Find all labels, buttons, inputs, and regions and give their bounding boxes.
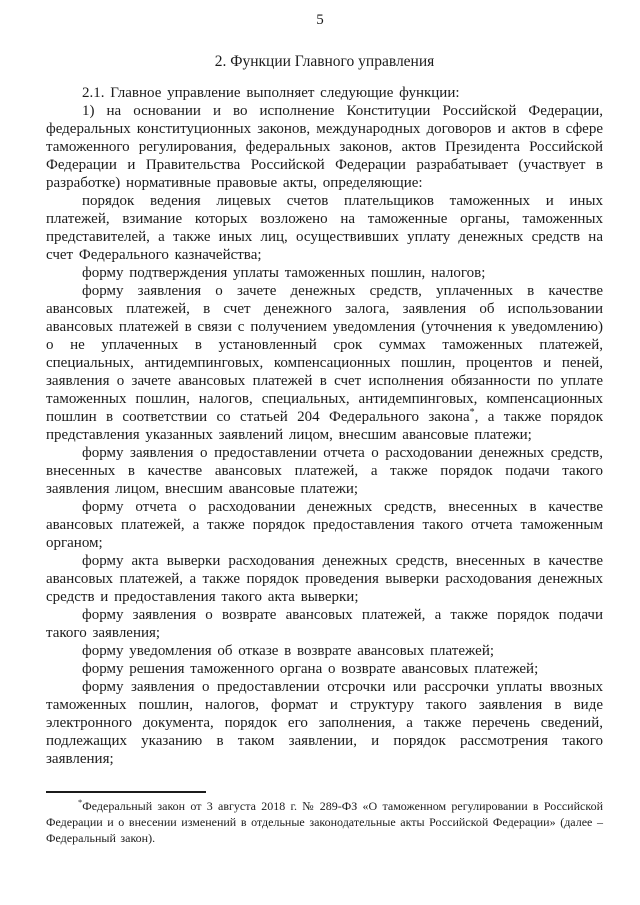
para-payment-confirmation-form: форму подтверждения уплаты таможенных пошлин, налогов; [82,265,486,281]
para-report-request-form: форму заявления о предоставлении отчета о расходовании денежных средств, внесенных в качестве авансовых платежей, а также порядок подачи такого заявления лицом, внесшим авансовые платежи; [46,445,603,497]
para-refund-refusal-notice-form: форму уведомления об отказе в возврате авансовых платежей; [82,643,495,659]
para-offset-text-pre: форму заявления о зачете денежных средств, уплаченных в качестве авансовых платежей, в счет денежного залога, заявления об использовании авансовых платежей в связи с получением уведомления (уточнения к уведомлению) о не уплаченных в установленный срок суммах таможенных платежей, специальных, антидемпинговых, компенсационных пошлин, процентов и пеней, заявления о зачете авансовых платежей в счет исполнения обязанности по уплате таможенных пошлин, налогов, специальных, антидемпинговых, компенсационных пошлин в соответствии со статьей 204 Федерального закона [46,283,603,425]
section-heading: 2. Функции Главного управления [214,53,435,70]
para-offset-text-post: , а также порядок представления указанных заявлений лицом, внесшим авансовые платежи; [46,409,603,443]
para-refund-decision-form: форму решения таможенного органа о возврате авансовых платежей; [82,661,539,677]
para-functions-intro: 2.1. Главное управление выполняет следующие функции: [82,85,460,101]
footnote-text [46,798,603,846]
para-reconciliation-act-form: форму акта выверки расходования денежных средств, внесенных в качестве авансовых платежей, а также порядок проведения выверки расходования денежных средств и предоставления такого акта выверки; [46,553,603,605]
para-legal-basis: 1) на основании и во исполнение Конституции Российской Федерации, федеральных конституционных законов, международных договоров и актов в сфере таможенного регулирования, федеральных законов, актов Президента Российской Федерации и Правительства Российской Федерации разрабатывает (участвует в разработке) нормативные правовые акты, определяющие: [46,103,603,191]
para-expenditure-report-form: форму отчета о расходовании денежных средств, внесенных в качестве авансовых платежей, а также порядок предоставления такого отчета таможенным органом; [46,499,603,551]
footnote-section [46,791,603,846]
para-deferral-application-form: форму заявления о предоставлении отсрочки или рассрочки уплаты ввозных таможенных пошлин, налогов, формат и структуру такого заявления в виде электронного документа, порядок его заполнения, а также перечень сведений, подлежащих указанию в таком заявлении, и порядок рассмотрения такого заявления; [46,679,603,767]
para-ledger-accounts: порядок ведения лицевых счетов плательщиков таможенных и иных платежей, взимание которых возложено на таможенные органы, таможенных представителей, а также иных лиц, осуществивших уплату денежных средств на счет Федерального казначейства; [46,193,603,263]
footnote-divider [46,791,206,793]
footnote-reference-asterisk: * [469,407,475,418]
footnote-marker-asterisk: * [78,797,83,807]
document-body [46,84,603,768]
para-offset-application-form [46,282,603,444]
para-refund-application-form: форму заявления о возврате авансовых платежей, а также порядок подачи такого заявления; [46,607,603,641]
footnote-body-text: Федеральный закон от 3 августа 2018 г. № 289-ФЗ «О таможенном регулировании в Российской Федерации и о внесении изменений в отдельные законодательные акты Российской Федерации» (далее – Федеральный закон). [46,799,603,845]
page-number: 5 [316,12,324,28]
